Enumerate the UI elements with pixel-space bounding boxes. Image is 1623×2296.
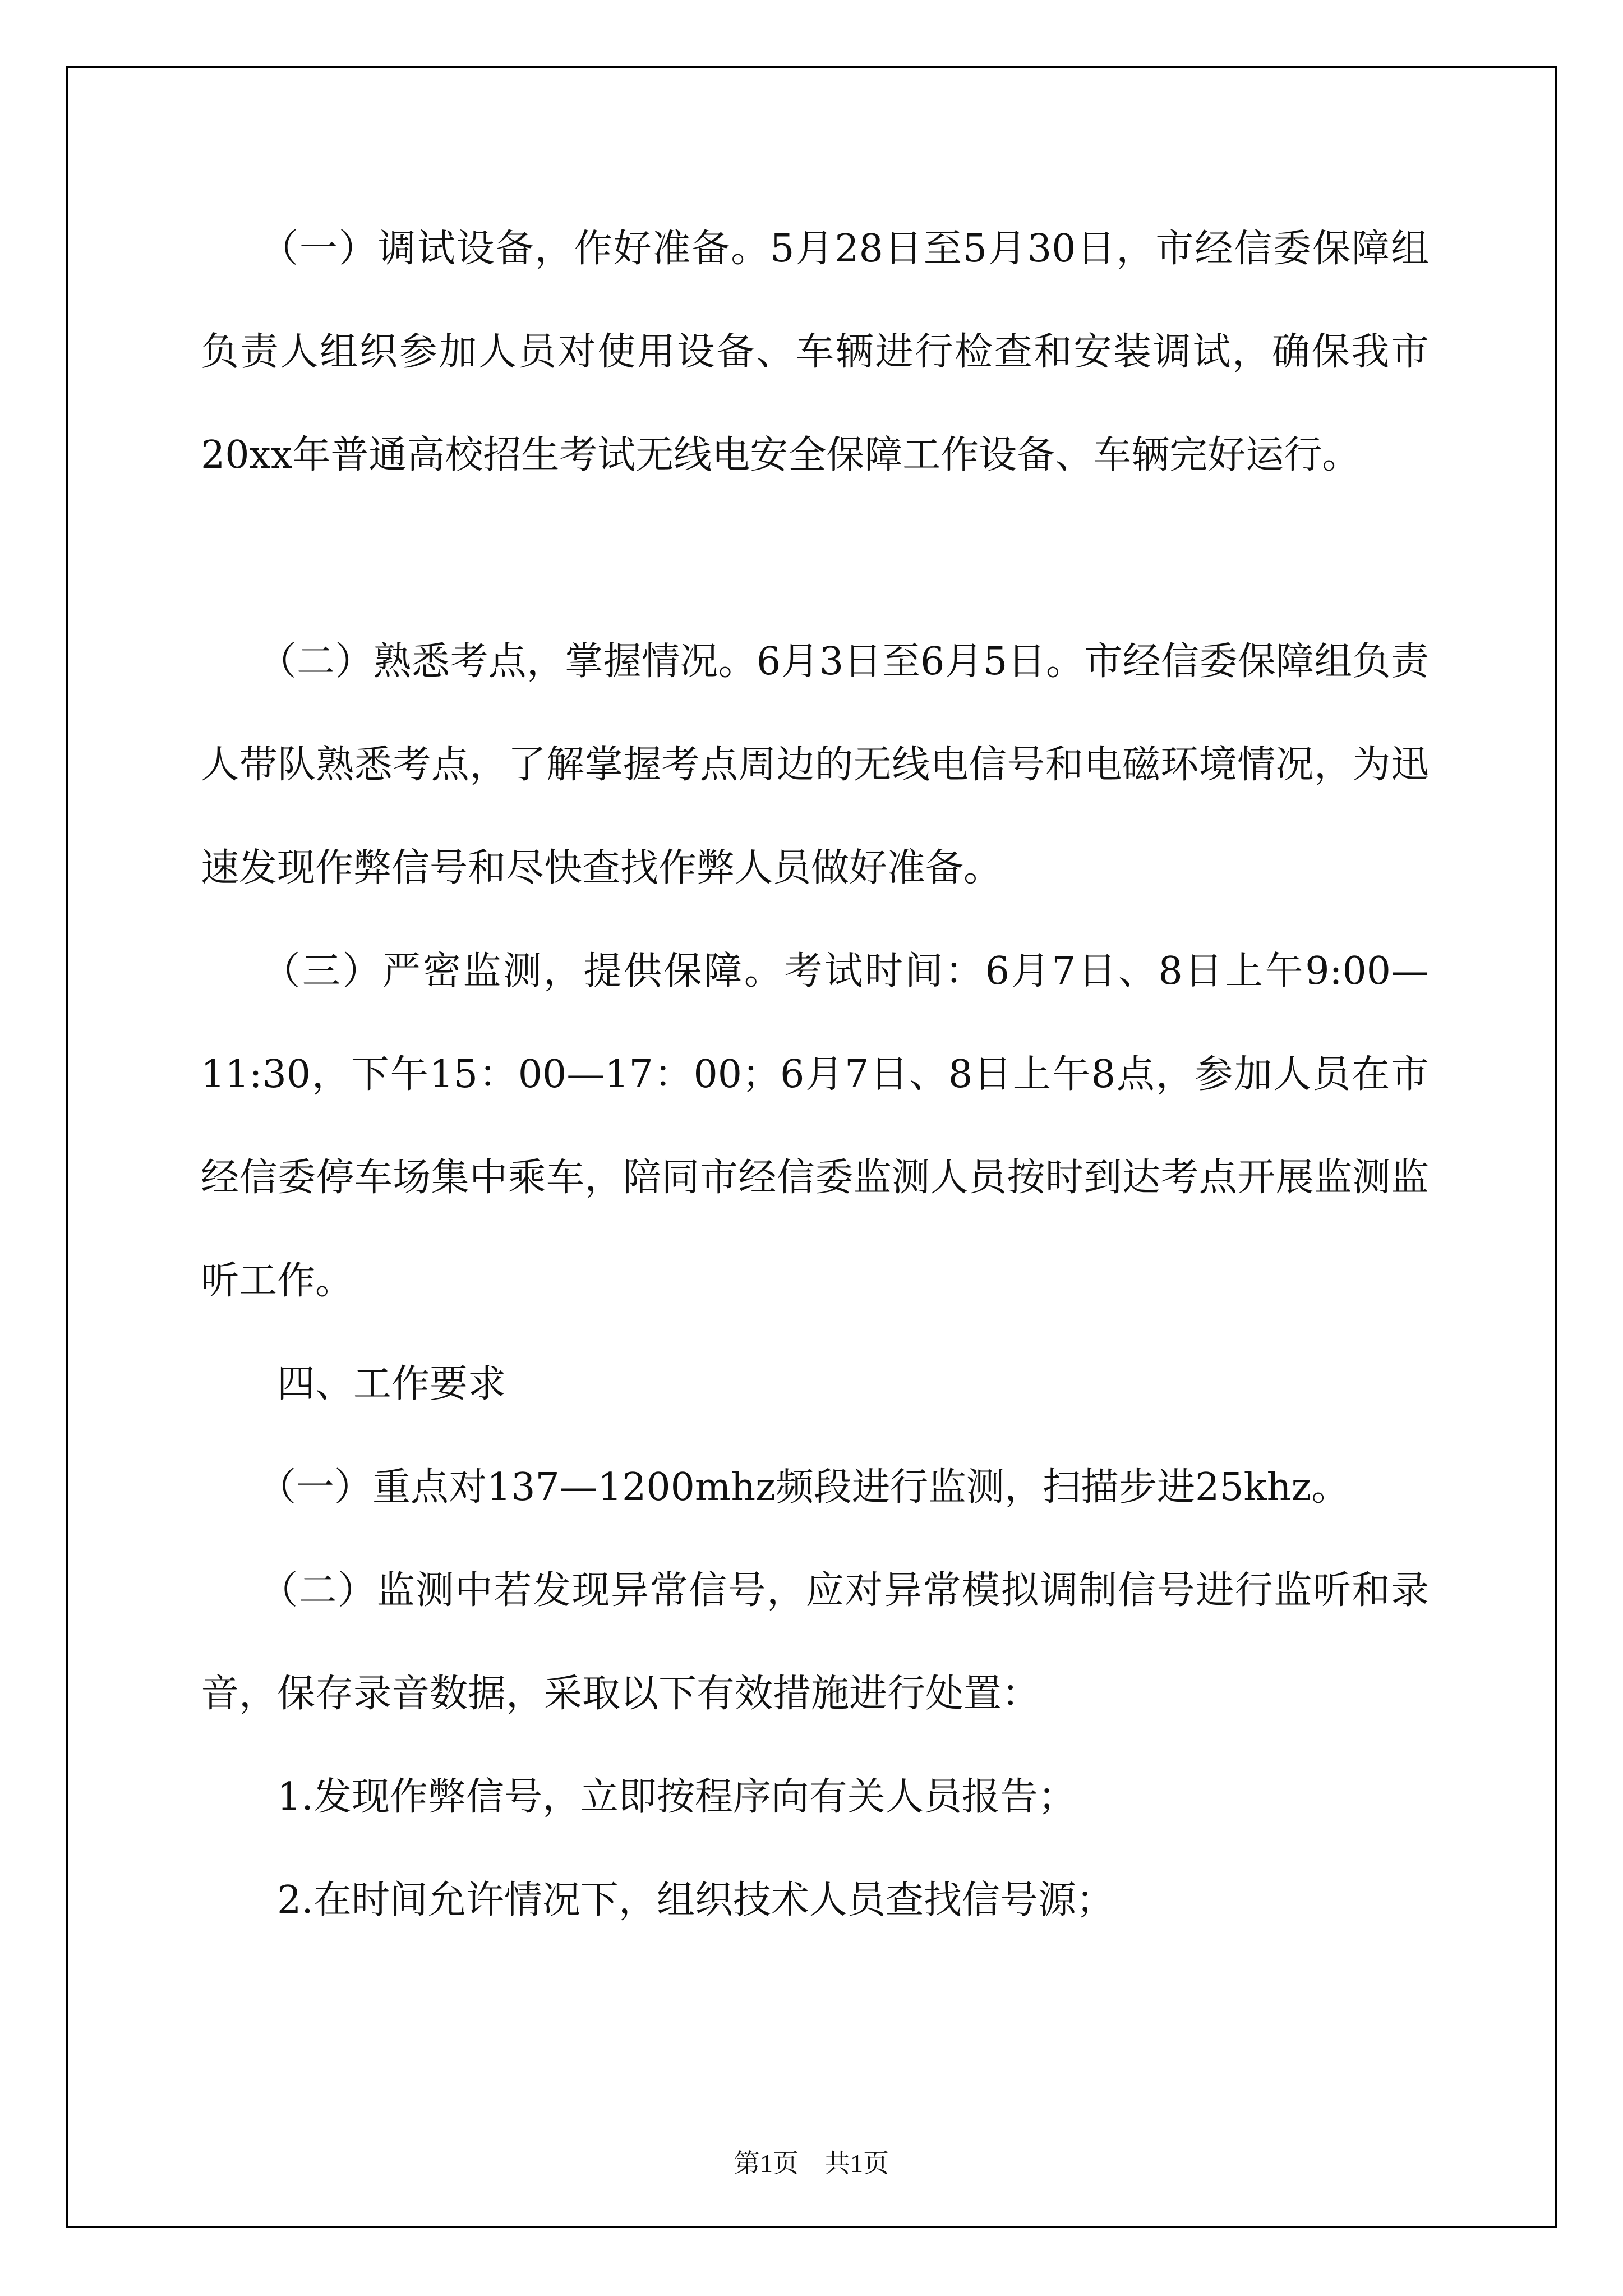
- paragraph-abnormal-signal: （二）监测中若发现异常信号，应对异常模拟调制信号进行监听和录音，保存录音数据，采取以下有效措施进行处置：: [201, 1568, 1429, 1716]
- paragraph-frequency-monitoring: （一）重点对137—1200mhz频段进行监测，扫描步进25khz。: [201, 1465, 1350, 1510]
- paragraph-strict-monitoring: （三）严密监测，提供保障。考试时间：6月7日、8日上午9:00—11:30，下午15：00—17：00；6月7日、8日上午8点，参加人员在市经信委停车场集中乘车，陪同市经信委监测人员按时到达考点开展监测监听工作。: [201, 949, 1429, 1303]
- list-item-locate-source: 2.在时间允许情况下，组织技术人员查找信号源；: [201, 1878, 1114, 1922]
- paragraph-debug-equipment: （一）调试设备，作好准备。5月28日至5月30日，市经信委保障组负责人组织参加人员对使用设备、车辆进行检查和安装调试，确保我市20xx年普通高校招生考试无线电安全保障工作设备、车辆完好运行。: [201, 227, 1429, 477]
- paragraph-familiarize-sites: （二）熟悉考点，掌握情况。6月3日至6月5日。市经信委保障组负责人带队熟悉考点，了解掌握考点周边的无线电信号和电磁环境情况，为迅速发现作弊信号和尽快查找作弊人员做好准备。: [201, 639, 1429, 890]
- page-number-footer: 第1页 共1页: [734, 2149, 889, 2178]
- list-item-report: 1.发现作弊信号，立即按程序向有关人员报告；: [201, 1775, 1076, 1819]
- section-heading-work-requirements: 四、工作要求: [201, 1362, 506, 1406]
